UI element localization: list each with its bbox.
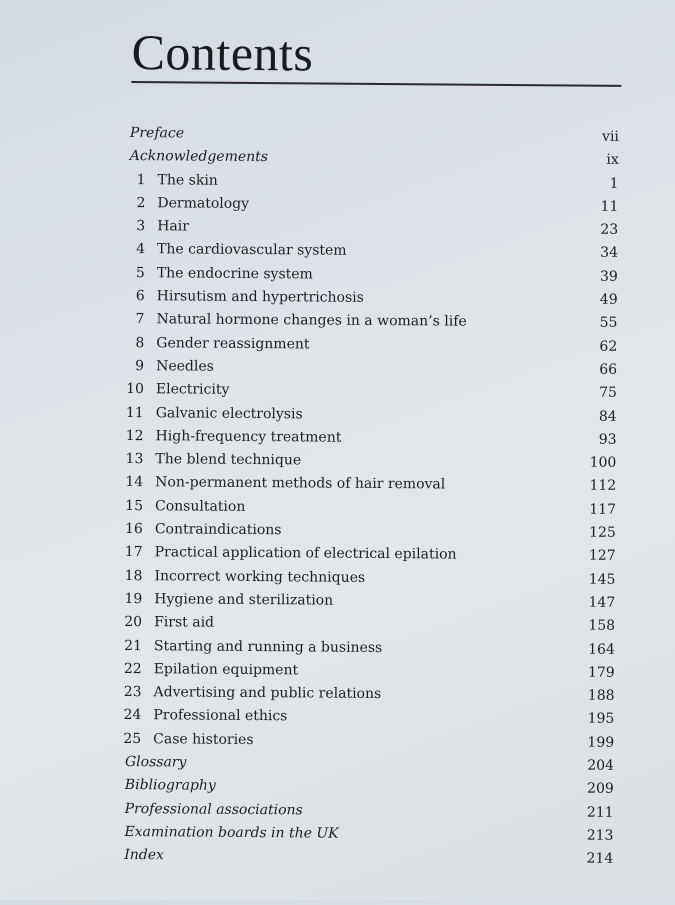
chapter-title: Dermatology [157,195,250,212]
back-matter-entry[interactable] [0,843,668,872]
entry-page-number: 84 [598,408,617,425]
chapter-number: 11 [125,404,144,421]
chapter-title: Non-permanent methods of hair removal [155,474,446,493]
entry-page-number: 213 [586,827,614,844]
entry-page-number: 49 [599,291,618,308]
chapter-title: Natural hormone changes in a woman’s life [156,311,467,331]
entry-title: Bibliography [124,777,216,795]
chapter-title: First aid [154,614,215,631]
entry-page-number: 158 [588,617,616,635]
entry-page-number: 75 [599,384,617,402]
entry-page-number: 66 [599,361,618,378]
entry-page-number: 204 [587,757,615,774]
chapter-title: Case histories [153,730,254,748]
chapter-number: 1 [136,171,146,188]
chapter-number: 24 [123,707,142,724]
chapter-number: 2 [136,194,146,212]
chapter-title: Needles [156,358,214,375]
entry-page-number: 23 [600,221,619,239]
entry-page-number: 164 [588,641,615,658]
chapter-title: The endocrine system [156,265,313,283]
entry-page-number: 11 [600,198,619,215]
chapter-number: 14 [125,474,144,491]
chapter-title: Galvanic electrolysis [155,404,303,422]
entry-page-number: 214 [586,850,614,868]
entry-title: Preface [129,125,185,142]
chapter-title: Epilation equipment [153,661,299,679]
chapter-number: 4 [136,241,146,258]
entry-page-number: 209 [587,780,614,798]
title-divider [131,81,621,86]
chapter-number: 16 [124,521,143,538]
chapter-title: Starting and running a business [153,637,383,656]
entry-page-number: 199 [587,734,615,751]
chapter-number: 18 [124,567,143,584]
entry-page-number: 93 [598,431,617,448]
chapter-title: Contraindications [154,521,282,539]
chapter-title: Hirsutism and hypertrichosis [156,288,364,306]
chapter-title: High-frequency treatment [155,428,342,446]
entry-page-number: 147 [588,594,616,611]
chapter-number: 19 [124,590,143,608]
chapter-number: 6 [135,288,145,305]
entry-page-number: 34 [600,245,619,262]
chapter-number: 12 [125,427,144,445]
entry-page-number: 39 [599,268,618,285]
page-title: Contents [131,24,314,82]
chapter-title: The skin [157,171,218,189]
chapter-title: The blend technique [155,451,302,469]
chapter-number: 23 [123,684,142,701]
entry-page-number: 100 [589,454,617,472]
chapter-number: 20 [124,614,143,631]
entry-page-number: 179 [587,664,615,681]
table-of-contents [0,121,674,872]
entry-page-number: 1 [609,175,619,192]
entry-page-number: 188 [587,687,615,704]
chapter-number: 15 [125,497,144,514]
chapter-number: 7 [135,311,145,328]
entry-title: Index [124,847,165,864]
entry-page-number: 195 [587,711,615,728]
chapter-number: 5 [135,264,145,281]
chapter-title: Professional ethics [153,707,288,725]
chapter-title: The cardiovascular system [156,241,347,260]
chapter-number: 22 [123,660,142,677]
entry-page-number: 145 [588,571,616,588]
entry-title: Glossary [124,754,187,771]
chapter-number: 9 [135,358,145,375]
entry-page-number: 127 [588,547,616,565]
entry-page-number: 211 [586,804,614,821]
chapter-title: Hair [157,218,190,235]
entry-page-number: 55 [599,315,618,332]
entry-page-number: 117 [589,501,617,518]
chapter-title: Practical application of electrical epilation [154,544,457,563]
entry-page-number: ix [606,152,619,169]
chapter-number: 17 [124,544,143,561]
entry-title: Professional associations [124,800,303,819]
entry-title: Acknowledgements [129,148,269,166]
chapter-number: 21 [124,637,142,654]
chapter-title: Electricity [155,381,230,399]
entry-page-number: 62 [599,338,618,355]
entry-page-number: 125 [589,524,616,541]
chapter-number: 25 [123,730,142,747]
chapter-number: 13 [125,451,144,468]
entry-title: Examination boards in the UK [124,823,339,842]
chapter-title: Incorrect working techniques [154,567,366,586]
entry-page-number: vii [602,128,620,145]
chapter-number: 8 [135,334,145,351]
chapter-title: Consultation [154,497,246,515]
chapter-number: 10 [126,381,145,398]
chapter-title: Advertising and public relations [153,684,382,703]
entry-page-number: 112 [589,478,617,495]
chapter-title: Gender reassignment [156,334,310,353]
chapter-number: 3 [136,218,146,235]
chapter-title: Hygiene and sterilization [154,591,334,609]
